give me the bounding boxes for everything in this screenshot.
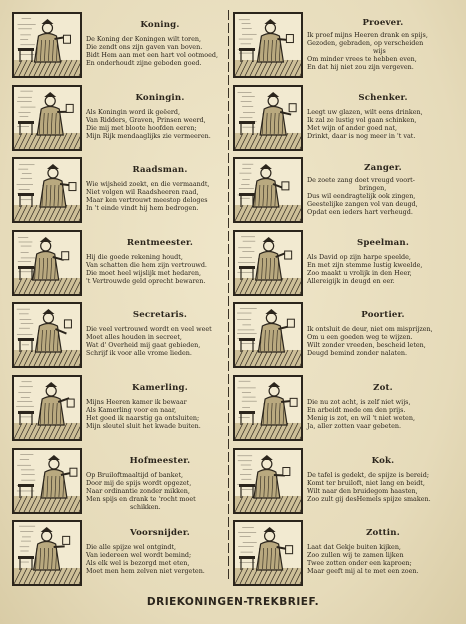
verse-line: Komt ter bruiloft, niet lang en beidt, (307, 478, 425, 487)
entry-title: Zottin. (366, 528, 400, 539)
verse (307, 471, 459, 503)
verse-line: Op Bruiloftmaaltijd of banket, (86, 470, 184, 479)
entry-text (307, 83, 459, 140)
verse-line: Ja, aller zotten vaar gebeten. (307, 421, 402, 430)
councillor-icon (12, 157, 82, 223)
verse-line: Mijn sleutel sluit het kwade buiten. (86, 421, 201, 430)
steward-icon (12, 230, 82, 296)
verse-line: Gezoden, gebraden, op verscheiden (307, 39, 424, 47)
verse (307, 108, 459, 140)
entry-text (307, 518, 459, 575)
verse-line: Moet alles houden in secreet, (86, 333, 182, 342)
verse-line: De zoete zang doet vreugd voort- (307, 176, 415, 185)
entry-title: Schenker. (358, 92, 408, 103)
secretary-icon (12, 302, 82, 368)
verse-line: Van iedereen wel wordt bemind; (86, 551, 192, 560)
entry-speelman (233, 228, 459, 301)
verse-line: En arbeidt mede om den prijs. (307, 405, 406, 414)
entry-voorsnijder (8, 518, 234, 591)
entry-hofmeester (8, 446, 234, 519)
entry-zottin (233, 518, 459, 591)
verse-line: Zoo zullen wij te zamen lijken (307, 551, 404, 560)
entry-text (86, 10, 234, 67)
entry-koning (8, 10, 234, 83)
entry-text (86, 228, 234, 285)
verse-line: Ik zal ze lustig vol gaan schinken, (307, 115, 417, 124)
verse-line: Die zendt ons zijn gaven van boven. (86, 43, 203, 51)
verse-line: Het goed ik naarstig ga ontsluiten; (86, 413, 200, 422)
verse-line: Maar geeft mij al te met een zoen. (307, 567, 419, 576)
verse-line: Naar ordinantie zonder mikken, (86, 486, 190, 495)
carver-icon (12, 520, 82, 586)
queen-icon (12, 85, 82, 151)
entry-text (86, 83, 234, 140)
verse-line: En met zijn stemme lustig kweelde, (307, 260, 423, 269)
entry-text (86, 155, 234, 212)
verse (86, 471, 234, 511)
verse-line: Leegt uw glazen, wilt eens drinken, (307, 107, 423, 116)
entry-title: Rentmeester. (126, 237, 194, 248)
entry-koningin (8, 83, 234, 156)
entry-text (307, 373, 459, 430)
verse-line: De tafel is gedekt, de spijze is bereid; (307, 470, 429, 479)
verse-line: Van schatten die hem zijn vertrouwd. (86, 260, 207, 269)
entry-schenker (233, 83, 459, 156)
verse-line: Hij die goede rekening houdt, (86, 252, 183, 261)
entry-poortier (233, 300, 459, 373)
verse-line: Die alle spijze wel ontgindt, (86, 543, 177, 552)
verse (86, 543, 234, 575)
entry-title: Koning. (140, 20, 180, 30)
verse (86, 325, 234, 357)
verse-line: Die nu zot acht, is zelf niet wijs, (307, 397, 411, 406)
entry-title: Koningin. (135, 92, 185, 103)
verse-line: bringen, (359, 184, 387, 193)
verse-line: Als elk wel is bezorgd met eten, (86, 559, 190, 568)
entry-kok (233, 446, 459, 519)
cook-icon (233, 448, 303, 514)
verse-line: Zoo maakt u vrolijk in den Heer, (307, 268, 412, 277)
right-column (233, 10, 459, 591)
verse-line: Twee zotten onder een kaproen; (307, 559, 412, 568)
entry-zot (233, 373, 459, 446)
musician-icon (233, 230, 303, 296)
singer-icon (233, 157, 303, 223)
verse-line: Geestelijke zangen vol van deugd, (307, 200, 418, 209)
left-column (8, 10, 234, 591)
entry-title: Kok. (371, 455, 395, 466)
verse-line: Van Ridders, Graven, Prinsen weerd, (86, 115, 206, 124)
verse-line: Maar ken vertrouwt meestop deloges (86, 196, 208, 205)
verse (86, 108, 234, 140)
porter-icon (233, 302, 303, 368)
fool-icon (233, 375, 303, 441)
verse-line: Schrijf ik voor alle vrome lieden. (86, 349, 192, 358)
verse-line: Drinkt, daar is nog meer in 't vat. (307, 131, 416, 140)
verse-line: 't Vertrouwde geld oprecht bewaren. (86, 276, 206, 285)
entry-text (307, 446, 459, 503)
verse (307, 176, 459, 216)
verse-line: wijs (373, 47, 386, 55)
verse-line: Wat d' Overheid mij gaat gebieden, (86, 341, 201, 350)
verse-line: Ik proef mijns Heeren drank en spijs, (307, 31, 428, 39)
verse (307, 398, 459, 430)
entry-proever (233, 10, 459, 83)
verse-line: Menig is zot, en wil 't niet weten, (307, 413, 415, 422)
verse-line: Als David op zijn harpe speelde, (307, 252, 411, 261)
verse-line: Wilt zonder vreeden, bescheid leten, (307, 341, 426, 350)
entry-title: Kamerling. (132, 382, 188, 393)
verse (307, 325, 459, 357)
column-divider (228, 10, 231, 592)
entry-text (307, 155, 459, 216)
verse-line: Als Koningin word ik geëerd, (86, 107, 181, 116)
entry-title: Speelman. (356, 237, 410, 248)
verse-line: Wie wijsheid zoekt, en die vermaandt, (86, 180, 210, 189)
verse-line: In 't einde vindt hij hem bedrogen. (86, 204, 199, 213)
verse-line: De Koning der Koningen wilt toren, (86, 35, 202, 43)
verse-line: Die mij met bloote hoofden eeren; (86, 123, 197, 132)
verse-line: Bidt Hem aan met een hart vol ootmoed, (86, 51, 218, 59)
verse-line: En onderhoudt zijne geboden goed. (86, 59, 202, 67)
verse-line: Die veel vertrouwd wordt en veel weet (86, 325, 212, 334)
verse-line: Niet volgen wil Raadsheeren raad, (86, 188, 199, 197)
verse-line: Die moet heel wijslijk met hedaren, (86, 268, 201, 277)
verse-line: Wilt naar den bruidegom haasten, (307, 486, 418, 495)
jester-woman-icon (233, 520, 303, 586)
entry-text (307, 228, 459, 285)
entry-title: Zanger. (364, 163, 402, 174)
sheet-title: DRIEKONINGEN-TREKBRIEF. (146, 596, 320, 608)
verse-line: Met wijn of ander goed nat, (307, 123, 398, 132)
entry-title: Secretaris. (132, 310, 188, 321)
entry-secretaris (8, 300, 234, 373)
verse-line: Opdat een ieders hart verheugd. (307, 208, 413, 217)
entry-text (86, 446, 234, 511)
entry-kamerling (8, 373, 234, 446)
entry-text (86, 300, 234, 357)
verse-line: Deugd bemind zonder nalaten. (307, 349, 408, 358)
verse-line: Mijn Rijk mendaaglijks zie vermeeren. (86, 131, 211, 140)
verse-line: Allereigijk in deugd en eer. (307, 276, 395, 285)
verse-line: Ik ontsluit de deur, niet om misprijzen, (307, 325, 433, 334)
majordomo-icon (12, 448, 82, 514)
entry-zanger (233, 155, 459, 228)
verse-line: Laat dat Gekje buiten kijken, (307, 543, 401, 552)
verse-line: Door mij de spijs wordt opgezet, (86, 478, 192, 487)
verse (307, 31, 459, 71)
entry-text (86, 518, 234, 575)
entry-text (307, 300, 459, 357)
taster-icon (233, 12, 303, 78)
verse-line: Als Kamerling voor en naar, (86, 405, 177, 414)
verse (307, 543, 459, 575)
verse-line: Zoo zult gij desHemels spijze smaken. (307, 494, 431, 503)
verse-line: Om u een goeden weg te wijzen. (307, 333, 413, 342)
entry-text (86, 373, 234, 430)
verse (86, 180, 234, 212)
verse-line: Dus wil eendragtelijk ook zingen, (307, 192, 416, 201)
chamberlain-icon (12, 375, 82, 441)
entry-rentmeester (8, 228, 234, 301)
cupbearer-icon (233, 85, 303, 151)
verse (86, 398, 234, 430)
verse (307, 253, 459, 285)
verse-line: En dat hij niet zou zijn vergeven. (307, 63, 414, 71)
entry-title: Raadsman. (132, 165, 188, 176)
verse-line: Moet men hem zelven niet vergeten. (86, 567, 205, 576)
verse-line: Men spijs en drank te 'rocht moet (86, 494, 196, 503)
entry-title: Zot. (373, 382, 393, 393)
entry-title: Hofmeester. (129, 455, 191, 466)
verse-line: Mijns Heeren kamer ik bewaar (86, 397, 187, 406)
entry-raadsman (8, 155, 234, 228)
verse-line: Om minder vrees te hebben even, (307, 55, 417, 63)
entry-title: Poortier. (361, 310, 405, 321)
verse (86, 253, 234, 285)
entry-text (307, 10, 459, 71)
entry-title: Proever. (362, 18, 404, 28)
king-icon (12, 12, 82, 78)
verse (86, 35, 234, 67)
verse-line: schikken. (130, 502, 161, 511)
entry-title: Voorsnijder. (130, 528, 190, 539)
